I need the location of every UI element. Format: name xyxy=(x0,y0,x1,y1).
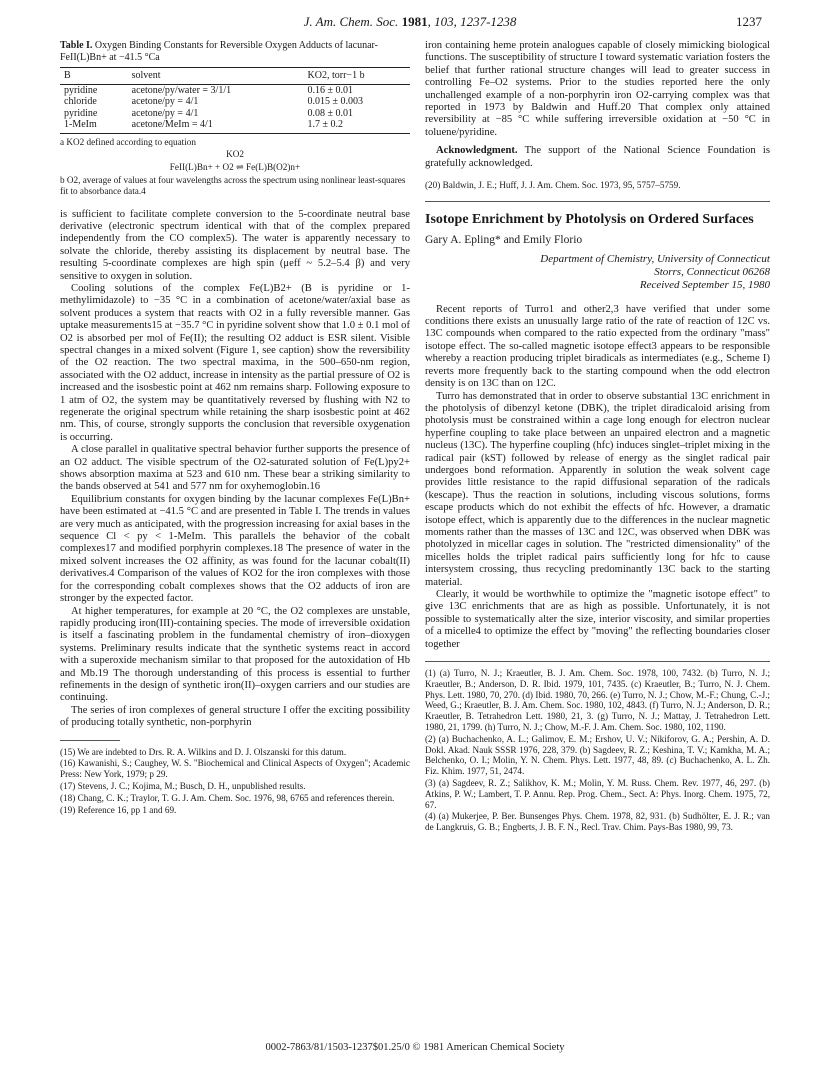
table-cell: 1-MeIm xyxy=(60,119,128,133)
copyright-footer: 0002-7863/81/1503-1237$01.25/0 © 1981 American Chemical Society xyxy=(265,1042,565,1053)
table-cell: acetone/MeIm = 4/1 xyxy=(128,119,304,133)
footnote: (17) Stevens, J. C.; Kojima, M.; Busch, D. H., unpublished results. xyxy=(60,780,306,791)
article-affiliation xyxy=(425,253,770,292)
oxygen-binding-table xyxy=(60,67,410,134)
article-divider xyxy=(425,201,770,202)
affiliation-line: Department of Chemistry, University of Connecticut xyxy=(540,252,770,265)
received-date: Received September 15, 1980 xyxy=(639,278,770,291)
paragraph: Turro has demonstrated that in order to observe substantial 13C enrichment in the photolysis of dibenzyl ketone (DBK), the triplet diradicaloid arising from photolysis must be constrained within a cage long enough for electron nuclear hyperfine coupling to take place between an unpaired electron and a magnetic nucleus (13C). The hyperfine coupling (hfc) induces singlet–triplet mixing in the radical pair (kST) followed by release of energy as the singlet radical pair undergoes bond reformation. Apparently in solution the weak solvent cage provides little resistance to the rapid diffusional separation of the radicals (kescape). Thus the reaction in solutions, including viscous solutions, forms escape products which do not exhibit the effects of hfc. However, a dramatic isotope effect, which is apparently due to the differences in the nuclear magnetic moments rather than the masses of 13C and 12C, was observed when DBK was photolyzed in micellar cages in solution. The "restricted dimensionality" of the micelles holds the triplet radical pairs sufficiently long for hfc to cause intersystem crossing, thus recycling predominantly 13C back to the starting material. xyxy=(425,390,770,588)
footnote: (19) Reference 16, pp 1 and 69. xyxy=(60,804,177,815)
table-cell: 0.08 ± 0.01 xyxy=(307,107,354,119)
paragraph: A close parallel in qualitative spectral behavior further supports the presence of an O2 adduct. The visible spectrum of the O2-saturated solution of Fe(L)py2+ shows absorption maxima at 523 and 610 nm. These bear a striking similarity to the bands observed at 541 and 577 nm for oxyhemoglobin.16 xyxy=(60,444,410,493)
footnote-rule xyxy=(425,661,770,662)
footnote-rule xyxy=(60,740,120,741)
article-authors: Gary A. Epling* and Emily Florio xyxy=(425,234,583,247)
table-row xyxy=(60,84,410,96)
table-cell: 0.015 ± 0.003 xyxy=(307,96,364,107)
table-row xyxy=(60,96,410,108)
article-title: Isotope Enrichment by Photolysis on Ordered Surfaces xyxy=(425,211,754,227)
table-cell: acetone/py = 4/1 xyxy=(131,96,199,107)
paragraph: At higher temperatures, for example at 20 °C, the O2 complexes are unstable, rapidly producing iron(III)-containing species. The mode of irreversible oxidation is itself a fascinating problem in the fundamental chemistry of iron–dioxygen systems. Preliminary results indicate that the synthetic systems react in accord with a superoxide mechanism similar to that proposed for the autoxidation of Hb and Mb.19 The thorough understanding of this process is essential to further refinements in the design of synthetic iron(II)–oxygen carriers and our studies are continuing. xyxy=(60,605,410,704)
acknowledgment xyxy=(425,145,770,170)
table-footnote-b: b O2, average of values at four wavelengths across the spectrum using nonlinear least-squares fit to absorbance data.4 xyxy=(60,174,406,196)
table-cell: pyridine xyxy=(64,84,98,96)
footnote: (15) We are indebted to Drs. R. A. Wilkins and D. J. Olszanski for this datum. xyxy=(60,746,347,757)
table-cell: 1.7 ± 0.2 xyxy=(304,119,410,133)
footnote: (2) (a) Buchachenko, A. L.; Galimov, E. M.; Ershov, U. V.; Nikiforov, G. A.; Pershin, A. D. Dokl. Akad. Nauk SSSR 1976, 228, 379. (b) Sagdeev, R. Z.; Keshina, T. V.; Kamkha, M. A.; Belchenko, O. I.; Molin, Y. N. Chem. Phys. Lett. 1977, 48, 89. (c) Buchachenko, A. L. Zh. Fiz. Khim. 1977, 51, 2474. xyxy=(425,733,770,777)
left-body-text xyxy=(60,209,410,730)
right-footnotes xyxy=(425,668,770,833)
running-head xyxy=(60,14,760,30)
table-header-b: B xyxy=(60,68,128,85)
table-row xyxy=(60,119,410,133)
acknowledgment-label: Acknowledgment. xyxy=(436,145,518,157)
paragraph: The series of iron complexes of general structure I offer the exciting possibility of producing totally synthetic, non-porphyrin xyxy=(60,704,410,729)
table-caption xyxy=(60,40,410,63)
footnote: (1) (a) Turro, N. J.; Kraeutler, B. J. Am. Chem. Soc. 1978, 100, 7432. (b) Turro, N. J.; Kraeutler, B.; Anderson, D. R. Ibid. 1979, 101, 7435. (c) Kraeutler, B.; Turro, N. J. Chem. Phys. Lett. 1980, 70, 270. (d) Ibid. 1980, 70, 266. (e) Turro, N. J.; Chow, M.-F.; Chung, C.-J.; Weed, G.; Kraeutler, B. J. Am. Chem. Soc. 1980, 102, 4843. (f) Turro, N. J.; Anderson, D. R.; Kraeutler, B. Tetrahedron Lett. 1980, 21, 3. (g) Turro, N. J.; Mattay, J. Tetrahedron Lett. 1980, 21, 1799. (h) Turro, N. J.; Chow, M.-F. J. Am. Chem. Soc. 1980, 102, 1190. xyxy=(425,668,770,733)
right-column xyxy=(425,40,770,834)
paragraph: iron containing heme protein analogues capable of closely mimicking biological functions. The susceptibility of structure I toward systematic variation fosters the belief that further rational structure changes will lead to greater success in controlling Fe–O2 systems. Prior to the studies reported here the only unchallenged example of a non-porphyrin iron O2-carrying complex was that reported in 1973 by Baldwin and Huff.20 That complex only attained reversibility at −85 °C while suffering irreversible oxidation at −50 °C in toluene/pyridine. xyxy=(425,40,770,138)
volume-pages: , 103, 1237-1238 xyxy=(427,14,517,29)
paragraph: Recent reports of Turro1 and other2,3 have verified that under some conditions there exists an unusually large ratio of the rate of reaction of 12C vs. 13C compounds when compared to the ratio expected from the ordinary "mass" isotope effect. The so-called magnetic isotope effect3 appears to be responsible whereby a reaction producing triplet biradicals as intermediates (e.g., Scheme I) reverts more frequently back to the starting compound when the odd electron density is on 13C than on 12C. xyxy=(425,303,770,390)
reference-20: (20) Baldwin, J. E.; Huff, J. J. Am. Chem. Soc. 1973, 95, 5757–5759. xyxy=(425,180,681,191)
table-caption-text: Oxygen Binding Constants for Reversible Oxygen Adducts of lacunar-FeII(L)Bn+ at −41.5 °Ca xyxy=(60,40,379,63)
footnote: (16) Kawanishi, S.; Caughey, W. S. "Biochemical and Clinical Aspects of Oxygen"; Academic Press: New York, 1979; p 29. xyxy=(60,758,410,780)
paragraph: is sufficient to facilitate complete conversion to the 5-coordinate neutral base derivative (electronic spectrum identical with that of the complex prepared independently from the CO complex5). The water is apparently necessary to solvate the chloride, thereby assisting its displacement by neutral base. The resulting 5-coordinate complexes are high spin (μeff ~ 5.2–5.4 β) and very sensitive to oxygen in solution. xyxy=(60,208,410,282)
page-number: 1237 xyxy=(736,14,762,29)
footnote: (3) (a) Sagdeev, R. Z.; Salikhov, K. M.; Molin, Y. M. Russ. Chem. Rev. 1977, 46, 297. (b) Atkins, P. W.; Lambert, T. P. Annu. Rep. Prog. Chem., Sect. A: Phys. Inorg. Chem. 1975, 72, 67. xyxy=(425,778,770,810)
paragraph: Clearly, it would be worthwhile to optimize the "magnetic isotope effect" to give 13C enrichments that are as high as possible. Unfortunately, it is not possible to systematically alter the size, interior viscosity, and similar properties of a micelle4 to optimize the effect by "moving" the reflecting boundaries closer together xyxy=(425,589,770,650)
table-label: Table I. xyxy=(60,40,93,51)
table-cell: pyridine xyxy=(64,107,98,119)
table-cell: acetone/py/water = 3/1/1 xyxy=(131,84,232,96)
affiliation-line: Storrs, Connecticut 06268 xyxy=(654,265,770,278)
left-footnotes xyxy=(60,747,410,816)
journal-year: 1981 xyxy=(401,14,428,29)
paragraph: Cooling solutions of the complex Fe(L)B2+ (B is pyridine or 1-methylimidazole) to −35 °C in a combination of acetone/water/axial base as solvent produces a system that reacts with O2 in a fully reversible manner. Gas uptake measurements15 at −35.7 °C in pyridine solvent show that 1.0 ± 0.1 mol of O2 is absorbed per mol of Fe(II); the resulting O2 adduct is ESR silent. Visible spectral changes in a mixed solvent (Figure 1, see caption) show the reversibility of the O2 reaction. The two spectral maxima, in the 500–650-nm region, associated with the O2 adduct, increase in intensity as the partial pressure of O2 is increased and the isosbestic point at 462 nm remains sharp. Following exposure to 1 atm of O2, the system may be quantitatively reversed by flushing with N2 to regenerate the original spectrum while retaining the sharp isosbestic point at 462 nm. This, of course, strongly supports the conclusion that reversible oxygenation is occurring. xyxy=(60,282,410,443)
binding-equation: FeII(L)Bn+ + O2 ⇌ Fe(L)B(O2)n+ xyxy=(169,161,301,172)
table-cell: acetone/py = 4/1 xyxy=(131,107,199,119)
table-footnote-a: a KO2 defined according to equation xyxy=(60,136,196,147)
footnote: (18) Chang, C. K.; Traylor, T. G. J. Am. Chem. Soc. 1976, 98, 6765 and references therein. xyxy=(60,792,395,803)
equation-constant: KO2 xyxy=(226,148,244,159)
left-column xyxy=(60,40,410,816)
table-row xyxy=(60,108,410,120)
table-cell: 0.16 ± 0.01 xyxy=(307,84,354,96)
table-footnotes xyxy=(60,137,410,197)
table-header-solvent: solvent xyxy=(128,68,304,85)
journal-name: J. Am. Chem. Soc. xyxy=(303,14,399,29)
table-cell: chloride xyxy=(64,96,97,107)
table-header-k: KO2, torr−1 b xyxy=(304,68,410,85)
paragraph: Equilibrium constants for oxygen binding by the lacunar complexes Fe(L)Bn+ have been estimated at −41.5 °C and are presented in Table I. The trends in values are very much as anticipated, with the progression increasing for axial bases in the sequence Cl < py < 1-MeIm. This parallels the behavior of the cobalt complexes17 and modified porphyrin complexes.18 The presence of water in the mixed solvent increases the O2 affinity, as was found for the lacunar cobalt(II) derivatives.4 Comparison of the values of KO2 for the iron complexes with those for the corresponding cobalt complexes shows that the O2 adducts of iron are stronger by the expected factor. xyxy=(60,493,410,605)
footnote: (4) (a) Mukerjee, P. Ber. Bunsenges Phys. Chem. 1978, 82, 931. (b) Sudhölter, E. J. R.; van de Langkruis, G. B.; Engberts, J. B. F. N., Recl. Trav. Chim. Pays-Bas 1980, 99, 73. xyxy=(425,811,770,833)
acknowledgment-text: The support of the National Science Foundation is gratefully acknowledged. xyxy=(425,145,770,169)
